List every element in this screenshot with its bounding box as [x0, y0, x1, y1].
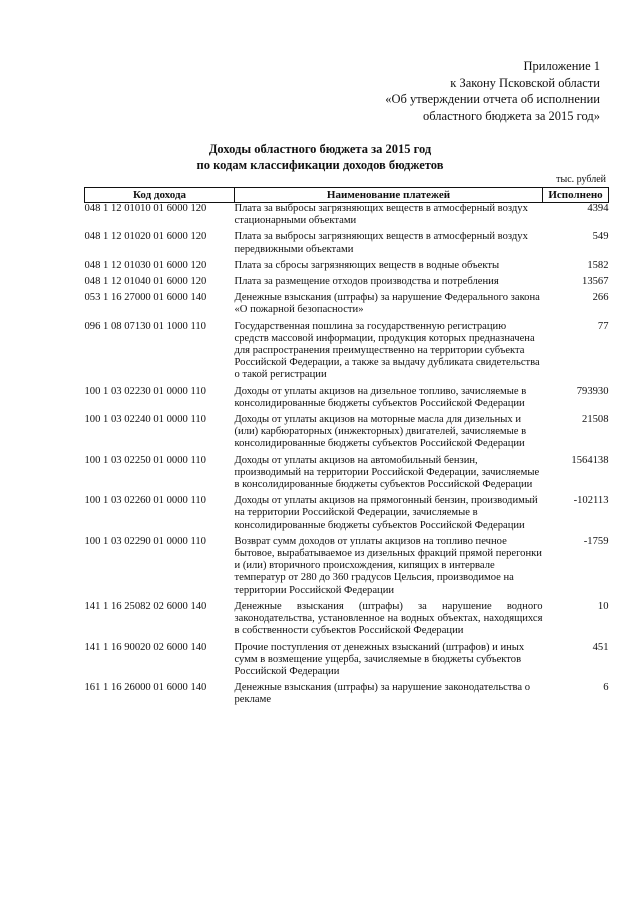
- row-amount: 549: [592, 231, 609, 243]
- row-amount: 10: [597, 600, 609, 612]
- row-code: 048 1 12 01010 01 6000 120: [84, 203, 207, 214]
- table-row: [85, 455, 609, 496]
- row-code: 048 1 12 01040 01 6000 120: [84, 276, 207, 288]
- table-row: [85, 321, 609, 386]
- row-amount: 1582: [587, 259, 609, 271]
- row-amount: 266: [592, 292, 609, 304]
- table-row: [85, 276, 609, 292]
- row-code: 141 1 16 90020 02 6000 140: [84, 641, 207, 653]
- row-name: Плата за выбросы загрязняющих веществ в атмосферный воздух передвижными объектами: [234, 231, 528, 255]
- row-amount: 793930: [576, 385, 609, 397]
- table-row: [85, 495, 609, 536]
- income-table: [84, 187, 609, 711]
- table-row: [85, 260, 609, 276]
- row-code: 053 1 16 27000 01 6000 140: [84, 292, 207, 304]
- row-name: Плата за сбросы загрязняющих веществ в водные объекты: [234, 259, 500, 271]
- row-code: 100 1 03 02240 01 0000 110: [84, 414, 206, 426]
- row-name: Денежные взыскания (штрафы) за нарушение законодательства о рекламе: [234, 682, 531, 706]
- row-amount: 6: [603, 682, 609, 694]
- row-code: 096 1 08 07130 01 1000 110: [84, 320, 206, 332]
- row-name: Государственная пошлина за государственную регистрацию средств массовой информации, продукция которых предназначена для распространения преимущественно на территории субъекта Российской Федерации, а также за выдачу дубликата свидетельства о такой регистрации: [234, 320, 540, 381]
- appendix-line-1: Приложение 1: [523, 59, 600, 73]
- row-amount: -1759: [583, 535, 609, 547]
- title-line-1: Доходы областного бюджета за 2015 год: [208, 142, 432, 156]
- title-line-2: по кодам классификации доходов бюджетов: [196, 158, 444, 172]
- row-name: Доходы от уплаты акцизов на моторные масла для дизельных и (или) карбюраторных (инжекторных) двигателей, зачисляемые в консолидированные бюджеты субъектов Российской Федерации: [234, 414, 527, 450]
- row-code: 100 1 03 02250 01 0000 110: [84, 454, 206, 466]
- header-amount: Исполнено: [543, 188, 609, 203]
- document-title: [0, 141, 640, 173]
- table-row: [85, 292, 609, 320]
- row-amount: 1564138: [571, 454, 609, 466]
- appendix-line-4: областного бюджета за 2015 год»: [422, 108, 600, 123]
- row-name: Доходы от уплаты акцизов на дизельное топливо, зачисляемые в консолидированные бюджеты субъектов Российской Федерации: [234, 385, 527, 409]
- row-name: Возврат сумм доходов от уплаты акцизов на топливо печное бытовое, вырабатываемое из дизельных фракций прямой перегонки и (или) вторичного происхождения, кипящих в интервале температур от 280 до 360 градусов Цельсия, производимое на территории Российской Федерации: [234, 535, 542, 596]
- table-row: [85, 536, 609, 601]
- row-amount: 4394: [587, 203, 609, 214]
- row-name: Доходы от уплаты акцизов на автомобильный бензин, производимый на территории Российской Федерации, зачисляемые в консолидированные бюджеты субъектов Российской Федерации: [234, 454, 540, 491]
- units-label: тыс. рублей: [556, 174, 606, 185]
- appendix-block: [385, 58, 600, 124]
- table-row: [85, 231, 609, 259]
- row-name: Денежные взыскания (штрафы) за нарушение водного законодательства, установленное на водных объектах, находящихся в собственности субъектов Российской Федерации: [234, 600, 543, 637]
- table-row: [85, 386, 609, 414]
- row-code: 100 1 03 02230 01 0000 110: [84, 385, 206, 397]
- appendix-line-3: «Об утверждении отчета об исполнении: [385, 92, 600, 106]
- table-row: [85, 601, 609, 642]
- row-code: 141 1 16 25082 02 6000 140: [84, 600, 207, 612]
- row-code: 161 1 16 26000 01 6000 140: [84, 682, 207, 694]
- row-code: 048 1 12 01030 01 6000 120: [84, 259, 207, 271]
- row-name: Денежные взыскания (штрафы) за нарушение Федерального закона «О пожарной безопасности»: [234, 292, 540, 316]
- row-amount: 21508: [582, 414, 609, 426]
- row-amount: 77: [597, 320, 609, 332]
- row-amount: 451: [592, 641, 609, 653]
- row-name: Плата за размещение отходов производства и потребления: [234, 276, 499, 288]
- row-code: 100 1 03 02290 01 0000 110: [84, 535, 206, 547]
- row-amount: 13567: [582, 276, 609, 288]
- row-amount: -102113: [573, 495, 609, 507]
- header-name: Наименование платежей: [235, 188, 543, 203]
- table-row: [85, 682, 609, 710]
- table-header-row: [85, 188, 609, 203]
- row-code: 048 1 12 01020 01 6000 120: [84, 231, 207, 243]
- row-name: Плата за выбросы загрязняющих веществ в атмосферный воздух стационарными объектами: [234, 203, 528, 227]
- table-row: [85, 203, 609, 232]
- row-code: 100 1 03 02260 01 0000 110: [84, 495, 206, 507]
- header-code: Код дохода: [85, 188, 235, 203]
- appendix-line-2: к Закону Псковской области: [450, 75, 600, 90]
- table-row: [85, 414, 609, 455]
- row-name: Прочие поступления от денежных взысканий (штрафов) и иных сумм в возмещение ущерба, зачисляемые в бюджеты субъектов Российской Федерации: [234, 641, 525, 677]
- table-row: [85, 642, 609, 683]
- row-name: Доходы от уплаты акцизов на прямогонный бензин, производимый на территории Российской Федерации, зачисляемые в консолидированные бюджеты субъектов Российской Федерации: [234, 495, 538, 531]
